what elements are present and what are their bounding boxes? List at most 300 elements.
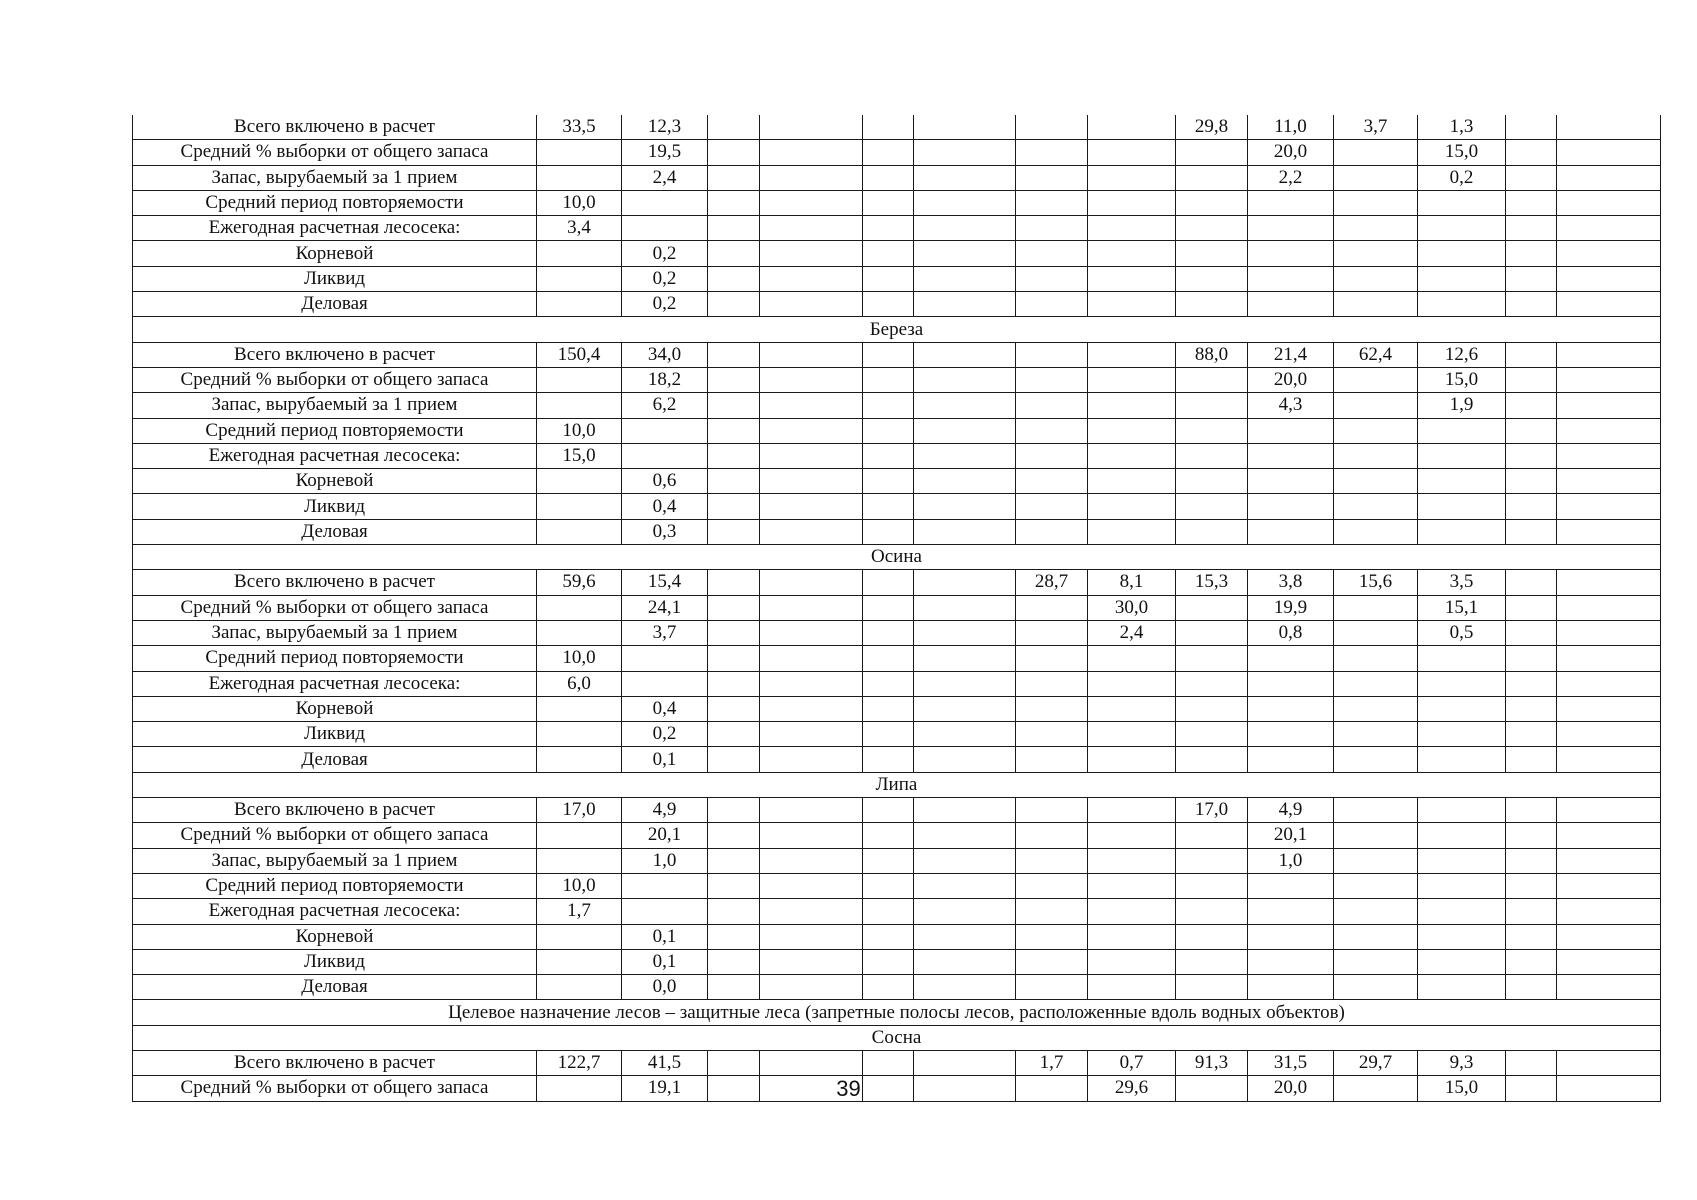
table-cell bbox=[537, 696, 622, 721]
table-cell bbox=[1557, 823, 1661, 848]
table-cell bbox=[1088, 848, 1176, 873]
table-cell bbox=[863, 722, 914, 747]
table-cell bbox=[1176, 443, 1248, 468]
table-cell bbox=[1176, 671, 1248, 696]
table-cell bbox=[708, 292, 760, 317]
table-cell bbox=[1016, 975, 1088, 1000]
table-cell bbox=[1016, 924, 1088, 949]
table-cell bbox=[708, 595, 760, 620]
table-cell bbox=[1176, 899, 1248, 924]
table-cell bbox=[537, 949, 622, 974]
row-label: Корневой bbox=[133, 241, 537, 266]
table-cell bbox=[1334, 494, 1418, 519]
table-cell: 10,0 bbox=[537, 873, 622, 898]
table-cell bbox=[1334, 620, 1418, 645]
table-cell bbox=[1016, 494, 1088, 519]
table-cell bbox=[760, 266, 863, 291]
table-cell bbox=[1557, 924, 1661, 949]
table-row bbox=[133, 924, 1661, 949]
table-cell bbox=[1557, 722, 1661, 747]
table-cell bbox=[760, 115, 863, 140]
table-cell bbox=[1088, 216, 1176, 241]
table-cell bbox=[1334, 899, 1418, 924]
table-cell bbox=[1176, 722, 1248, 747]
table-cell bbox=[1506, 418, 1557, 443]
table-cell bbox=[760, 367, 863, 392]
table-cell: 0,4 bbox=[622, 696, 708, 721]
row-label: Средний % выборки от общего запаса bbox=[133, 1076, 537, 1101]
table-cell bbox=[1557, 216, 1661, 241]
table-cell bbox=[708, 216, 760, 241]
table-cell bbox=[1176, 823, 1248, 848]
table-cell bbox=[760, 165, 863, 190]
table-cell bbox=[760, 342, 863, 367]
table-cell bbox=[537, 165, 622, 190]
table-cell bbox=[1334, 848, 1418, 873]
table-cell bbox=[863, 1050, 914, 1075]
row-label: Ликвид bbox=[133, 266, 537, 291]
table-cell bbox=[1506, 393, 1557, 418]
table-cell: 4,9 bbox=[622, 798, 708, 823]
table-cell bbox=[708, 722, 760, 747]
table-cell bbox=[1088, 798, 1176, 823]
table-cell bbox=[1176, 949, 1248, 974]
table-cell bbox=[1088, 722, 1176, 747]
table-cell bbox=[1418, 848, 1506, 873]
table-row bbox=[133, 165, 1661, 190]
table-cell: 41,5 bbox=[622, 1050, 708, 1075]
table-cell bbox=[1418, 494, 1506, 519]
table-cell: 6,2 bbox=[622, 393, 708, 418]
row-label: Запас, вырубаемый за 1 прием bbox=[133, 620, 537, 645]
section-header-row bbox=[133, 772, 1661, 797]
table-cell bbox=[1418, 190, 1506, 215]
table-cell bbox=[1557, 975, 1661, 1000]
table-cell bbox=[1248, 519, 1334, 544]
table-cell bbox=[1557, 747, 1661, 772]
row-label: Ликвид bbox=[133, 722, 537, 747]
table-cell bbox=[622, 671, 708, 696]
table-cell bbox=[1176, 418, 1248, 443]
table-cell bbox=[914, 696, 1016, 721]
table-cell bbox=[863, 949, 914, 974]
table-cell bbox=[1506, 722, 1557, 747]
table-cell bbox=[863, 823, 914, 848]
table-cell: 3,5 bbox=[1418, 570, 1506, 595]
table-cell bbox=[863, 494, 914, 519]
table-cell bbox=[760, 393, 863, 418]
table-cell bbox=[760, 747, 863, 772]
table-cell bbox=[863, 367, 914, 392]
table-cell bbox=[1176, 747, 1248, 772]
table-cell bbox=[1016, 443, 1088, 468]
table-cell: 30,0 bbox=[1088, 595, 1176, 620]
table-cell: 10,0 bbox=[537, 190, 622, 215]
table-cell bbox=[1016, 393, 1088, 418]
table-cell bbox=[1557, 367, 1661, 392]
table-cell bbox=[1418, 671, 1506, 696]
table-cell bbox=[708, 747, 760, 772]
section-title: Липа bbox=[133, 772, 1661, 797]
table-cell: 91,3 bbox=[1176, 1050, 1248, 1075]
table-cell bbox=[760, 519, 863, 544]
table-cell bbox=[708, 115, 760, 140]
table-cell: 0,1 bbox=[622, 747, 708, 772]
table-cell bbox=[537, 494, 622, 519]
table-cell: 19,1 bbox=[622, 1076, 708, 1101]
table-cell bbox=[914, 975, 1016, 1000]
table-cell bbox=[1016, 823, 1088, 848]
table-cell bbox=[1418, 418, 1506, 443]
table-cell bbox=[537, 747, 622, 772]
table-cell bbox=[708, 266, 760, 291]
table-cell bbox=[1506, 367, 1557, 392]
table-cell bbox=[863, 924, 914, 949]
table-cell bbox=[1248, 899, 1334, 924]
table-cell bbox=[1088, 899, 1176, 924]
table-cell bbox=[1088, 367, 1176, 392]
table-cell bbox=[1248, 292, 1334, 317]
table-cell bbox=[1088, 190, 1176, 215]
table-cell: 17,0 bbox=[1176, 798, 1248, 823]
table-cell bbox=[1418, 924, 1506, 949]
table-cell bbox=[760, 848, 863, 873]
table-cell bbox=[708, 1050, 760, 1075]
table-cell bbox=[1418, 949, 1506, 974]
table-cell bbox=[863, 747, 914, 772]
table-cell bbox=[708, 342, 760, 367]
table-cell: 21,4 bbox=[1248, 342, 1334, 367]
table-cell: 15,4 bbox=[622, 570, 708, 595]
table-cell bbox=[760, 190, 863, 215]
table-cell bbox=[1557, 646, 1661, 671]
table-cell bbox=[1016, 873, 1088, 898]
table-cell bbox=[760, 696, 863, 721]
table-cell bbox=[1016, 620, 1088, 645]
table-row bbox=[133, 646, 1661, 671]
table-cell bbox=[1016, 722, 1088, 747]
table-cell bbox=[863, 292, 914, 317]
table-cell bbox=[914, 671, 1016, 696]
row-label: Ежегодная расчетная лесосека: bbox=[133, 443, 537, 468]
table-cell bbox=[1248, 216, 1334, 241]
table-cell bbox=[863, 848, 914, 873]
table-cell bbox=[1506, 570, 1557, 595]
table-cell bbox=[1418, 469, 1506, 494]
table-cell: 10,0 bbox=[537, 646, 622, 671]
table-cell: 3,4 bbox=[537, 216, 622, 241]
table-cell bbox=[1176, 165, 1248, 190]
table-cell bbox=[708, 494, 760, 519]
table-cell bbox=[863, 165, 914, 190]
table-cell: 20,0 bbox=[1248, 367, 1334, 392]
table-cell bbox=[1557, 620, 1661, 645]
table-cell: 59,6 bbox=[537, 570, 622, 595]
table-cell bbox=[1506, 798, 1557, 823]
table-row bbox=[133, 747, 1661, 772]
table-cell bbox=[1557, 292, 1661, 317]
table-cell bbox=[1557, 469, 1661, 494]
table-row bbox=[133, 140, 1661, 165]
section-header-row bbox=[133, 1000, 1661, 1025]
table-cell: 33,5 bbox=[537, 115, 622, 140]
table-cell bbox=[1248, 747, 1334, 772]
table-cell bbox=[622, 190, 708, 215]
table-cell: 15,6 bbox=[1334, 570, 1418, 595]
table-cell bbox=[1248, 671, 1334, 696]
table-cell bbox=[863, 393, 914, 418]
table-cell bbox=[914, 418, 1016, 443]
table-cell bbox=[914, 115, 1016, 140]
table-cell bbox=[1506, 747, 1557, 772]
table-cell bbox=[760, 216, 863, 241]
table-cell bbox=[1016, 469, 1088, 494]
table-cell bbox=[1334, 469, 1418, 494]
row-label: Ежегодная расчетная лесосека: bbox=[133, 216, 537, 241]
table-cell: 2,2 bbox=[1248, 165, 1334, 190]
table-cell bbox=[1506, 949, 1557, 974]
row-label: Ликвид bbox=[133, 949, 537, 974]
table-cell bbox=[1088, 519, 1176, 544]
table-cell: 0,2 bbox=[1418, 165, 1506, 190]
forest-cutting-table bbox=[132, 115, 1661, 1102]
table-cell bbox=[1506, 975, 1557, 1000]
table-cell bbox=[863, 646, 914, 671]
table-cell bbox=[1334, 367, 1418, 392]
table-cell bbox=[863, 798, 914, 823]
row-label: Деловая bbox=[133, 975, 537, 1000]
table-cell bbox=[1016, 798, 1088, 823]
table-cell bbox=[1557, 266, 1661, 291]
table-cell: 18,2 bbox=[622, 367, 708, 392]
table-cell: 15,0 bbox=[537, 443, 622, 468]
table-cell: 0,2 bbox=[622, 722, 708, 747]
table-row bbox=[133, 671, 1661, 696]
table-cell bbox=[914, 646, 1016, 671]
table-cell bbox=[708, 519, 760, 544]
table-cell bbox=[1506, 140, 1557, 165]
table-cell: 15,1 bbox=[1418, 595, 1506, 620]
table-cell bbox=[1088, 975, 1176, 1000]
table-cell bbox=[760, 241, 863, 266]
table-cell bbox=[863, 266, 914, 291]
table-cell bbox=[537, 469, 622, 494]
table-cell bbox=[1506, 292, 1557, 317]
table-cell bbox=[760, 646, 863, 671]
table-cell bbox=[914, 1050, 1016, 1075]
table-cell bbox=[1418, 216, 1506, 241]
table-row bbox=[133, 620, 1661, 645]
table-cell bbox=[1248, 696, 1334, 721]
table-cell bbox=[1248, 975, 1334, 1000]
table-cell bbox=[708, 418, 760, 443]
table-cell bbox=[1088, 873, 1176, 898]
table-cell bbox=[708, 873, 760, 898]
row-label: Всего включено в расчет bbox=[133, 798, 537, 823]
table-cell bbox=[1557, 798, 1661, 823]
table-cell bbox=[863, 190, 914, 215]
row-label: Запас, вырубаемый за 1 прием bbox=[133, 165, 537, 190]
table-cell bbox=[1557, 570, 1661, 595]
table-cell bbox=[1557, 418, 1661, 443]
table-cell bbox=[760, 671, 863, 696]
table-row bbox=[133, 266, 1661, 291]
table-cell bbox=[1016, 595, 1088, 620]
table-cell bbox=[1557, 949, 1661, 974]
table-cell bbox=[1334, 266, 1418, 291]
table-cell bbox=[537, 519, 622, 544]
table-cell: 15,0 bbox=[1418, 140, 1506, 165]
table-cell bbox=[1088, 115, 1176, 140]
table-cell bbox=[1016, 949, 1088, 974]
table-cell bbox=[537, 595, 622, 620]
table-cell: 12,6 bbox=[1418, 342, 1506, 367]
table-cell bbox=[1334, 975, 1418, 1000]
table-cell: 20,1 bbox=[622, 823, 708, 848]
table-cell bbox=[1557, 873, 1661, 898]
table-row bbox=[133, 570, 1661, 595]
table-cell: 15,0 bbox=[1418, 367, 1506, 392]
table-cell bbox=[1506, 241, 1557, 266]
table-cell bbox=[537, 722, 622, 747]
table-cell: 17,0 bbox=[537, 798, 622, 823]
table-cell bbox=[863, 418, 914, 443]
table-cell bbox=[1176, 848, 1248, 873]
table-row bbox=[133, 722, 1661, 747]
table-cell: 2,4 bbox=[622, 165, 708, 190]
table-cell: 28,7 bbox=[1016, 570, 1088, 595]
table-cell bbox=[914, 469, 1016, 494]
table-cell: 20,0 bbox=[1248, 1076, 1334, 1101]
table-cell bbox=[1418, 975, 1506, 1000]
table-row bbox=[133, 241, 1661, 266]
row-label: Деловая bbox=[133, 292, 537, 317]
table-cell bbox=[1176, 216, 1248, 241]
table-cell: 19,9 bbox=[1248, 595, 1334, 620]
row-label: Средний период повторяемости bbox=[133, 646, 537, 671]
table-cell bbox=[1088, 266, 1176, 291]
table-cell bbox=[1016, 367, 1088, 392]
table-cell: 0,6 bbox=[622, 469, 708, 494]
table-cell bbox=[1418, 696, 1506, 721]
table-cell bbox=[1248, 873, 1334, 898]
table-cell bbox=[1088, 646, 1176, 671]
table-cell bbox=[708, 190, 760, 215]
table-cell bbox=[1016, 899, 1088, 924]
table-cell bbox=[1418, 292, 1506, 317]
table-row bbox=[133, 469, 1661, 494]
section-title: Сосна bbox=[133, 1025, 1661, 1050]
table-cell bbox=[1334, 595, 1418, 620]
table-cell bbox=[1506, 873, 1557, 898]
table-cell bbox=[1557, 899, 1661, 924]
table-cell bbox=[1248, 443, 1334, 468]
table-cell bbox=[537, 367, 622, 392]
table-cell bbox=[622, 899, 708, 924]
table-row bbox=[133, 216, 1661, 241]
table-cell bbox=[1418, 873, 1506, 898]
table-row bbox=[133, 1050, 1661, 1075]
table-cell bbox=[708, 241, 760, 266]
table-cell bbox=[1334, 216, 1418, 241]
table-cell bbox=[537, 975, 622, 1000]
table-cell bbox=[1016, 519, 1088, 544]
table-cell bbox=[1016, 671, 1088, 696]
table-cell bbox=[914, 342, 1016, 367]
table-cell bbox=[914, 367, 1016, 392]
table-cell bbox=[863, 342, 914, 367]
table-cell bbox=[1088, 671, 1176, 696]
table-cell bbox=[1506, 848, 1557, 873]
table-cell bbox=[1176, 696, 1248, 721]
table-cell bbox=[1334, 190, 1418, 215]
table-cell bbox=[708, 469, 760, 494]
table-cell: 1,0 bbox=[622, 848, 708, 873]
row-label: Средний % выборки от общего запаса bbox=[133, 367, 537, 392]
table-cell bbox=[1088, 165, 1176, 190]
table-cell bbox=[1248, 646, 1334, 671]
table-cell bbox=[1557, 595, 1661, 620]
table-cell bbox=[914, 570, 1016, 595]
table-cell bbox=[760, 873, 863, 898]
row-label: Корневой bbox=[133, 469, 537, 494]
table-cell bbox=[1248, 469, 1334, 494]
table-cell bbox=[1557, 241, 1661, 266]
table-cell bbox=[1334, 747, 1418, 772]
table-cell bbox=[1016, 848, 1088, 873]
row-label: Средний % выборки от общего запаса bbox=[133, 595, 537, 620]
table-cell bbox=[1418, 266, 1506, 291]
row-label: Ежегодная расчетная лесосека: bbox=[133, 899, 537, 924]
table-cell bbox=[914, 722, 1016, 747]
table-cell bbox=[1016, 115, 1088, 140]
table-cell: 0,3 bbox=[622, 519, 708, 544]
row-label: Запас, вырубаемый за 1 прием bbox=[133, 393, 537, 418]
table-cell: 15,0 bbox=[1418, 1076, 1506, 1101]
table-cell bbox=[708, 848, 760, 873]
table-cell bbox=[1334, 418, 1418, 443]
row-label: Ликвид bbox=[133, 494, 537, 519]
table-row bbox=[133, 393, 1661, 418]
table-cell bbox=[760, 798, 863, 823]
table-cell bbox=[1088, 696, 1176, 721]
table-cell: 19,5 bbox=[622, 140, 708, 165]
table-cell bbox=[708, 696, 760, 721]
table-cell bbox=[1176, 241, 1248, 266]
row-label: Ежегодная расчетная лесосека: bbox=[133, 671, 537, 696]
table-cell bbox=[1334, 949, 1418, 974]
table-cell bbox=[1088, 949, 1176, 974]
table-cell bbox=[622, 216, 708, 241]
table-cell bbox=[1016, 747, 1088, 772]
table-cell: 1,9 bbox=[1418, 393, 1506, 418]
table-row bbox=[133, 595, 1661, 620]
table-row bbox=[133, 443, 1661, 468]
section-title: Осина bbox=[133, 545, 1661, 570]
table-cell bbox=[1334, 241, 1418, 266]
table-cell bbox=[760, 924, 863, 949]
row-label: Средний % выборки от общего запаса bbox=[133, 140, 537, 165]
table-cell bbox=[708, 140, 760, 165]
table-cell bbox=[760, 620, 863, 645]
table-cell: 3,8 bbox=[1248, 570, 1334, 595]
table-cell bbox=[1506, 1050, 1557, 1075]
table-cell bbox=[1418, 646, 1506, 671]
table-cell bbox=[760, 494, 863, 519]
table-cell bbox=[1016, 266, 1088, 291]
table-cell bbox=[914, 216, 1016, 241]
section-header-row bbox=[133, 317, 1661, 342]
